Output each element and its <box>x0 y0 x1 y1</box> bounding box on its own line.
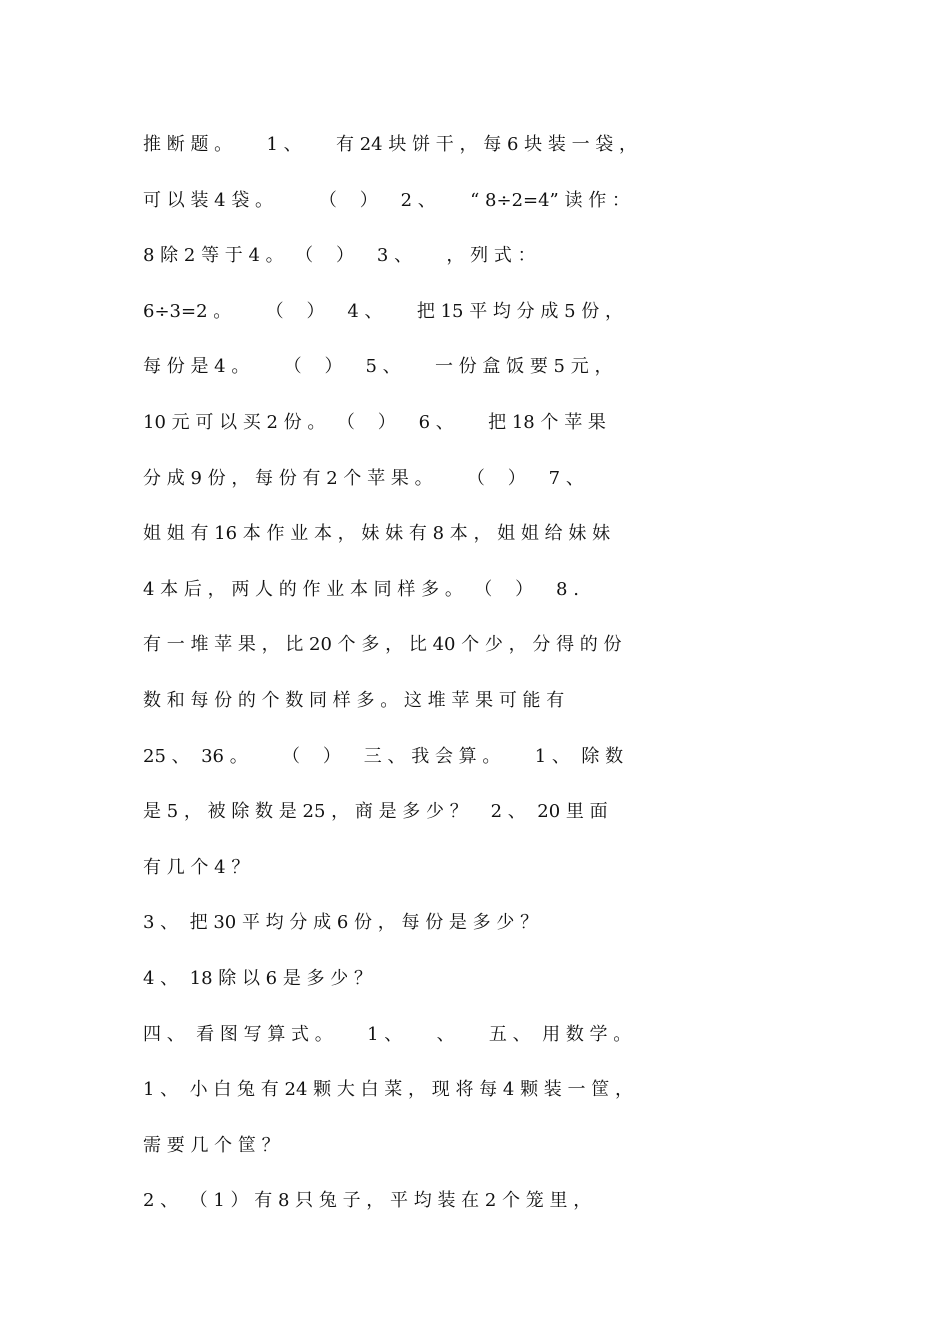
text-line: 4 、 18 除 以 6 是 多 少 ？ <box>143 967 373 989</box>
text-line: 是 5 ， 被 除 数 是 25 ， 商 是 多 少 ？ 2 、 20 里 面 <box>143 801 608 823</box>
text-line: 推 断 题 。 1 、 有 24 块 饼 干 ， 每 6 块 装 一 袋 ， <box>143 134 638 155</box>
text-line: 每 份 是 4 。 （ ） 5 、 一 份 盒 饭 要 5 元 ， <box>143 356 613 378</box>
text-line: 25 、 36 。 （ ） 三 、 我 会 算 。 1 、 除 数 <box>143 745 624 767</box>
text-line: 6÷3=2 。 （ ） 4 、 把 15 平 均 分 成 5 份 ， <box>143 300 623 322</box>
text-line: 有 一 堆 苹 果 ， 比 20 个 多 ， 比 40 个 少 ， 分 得 的 份 <box>143 634 622 656</box>
text-line: 可 以 装 4 袋 。 （ ） 2 、 “ 8÷2=4” 读 作 ： <box>143 189 630 211</box>
text-line: 1 、 小 白 兔 有 24 颗 大 白 菜 ， 现 将 每 4 颗 装 一 筐 ， <box>143 1079 633 1101</box>
text-line: 需 要 几 个 筐 ？ <box>143 1134 280 1156</box>
text-line: 10 元 可 以 买 2 份 。 （ ） 6 、 把 18 个 苹 果 <box>143 411 606 433</box>
text-line: 8 除 2 等 于 4 。 （ ） 3 、 ， 列 式 ： <box>143 245 536 267</box>
text-line: 姐 姐 有 16 本 作 业 本 ， 妹 妹 有 8 本 ， 姐 姐 给 妹 妹 <box>143 523 611 545</box>
text-line: 4 本 后 ， 两 人 的 作 业 本 同 样 多 。 （ ） 8 . <box>143 578 579 600</box>
text-line: 3 、 把 30 平 均 分 成 6 份 ， 每 份 是 多 少 ？ <box>143 912 539 934</box>
text-line: 数 和 每 份 的 个 数 同 样 多 。 这 堆 苹 果 可 能 有 <box>143 689 565 711</box>
text-line: 2 、 （ 1 ） 有 8 只 兔 子 ， 平 均 装 在 2 个 笼 里 ， <box>143 1190 592 1212</box>
text-line: 有 几 个 4 ？ <box>143 856 250 878</box>
text-line: 分 成 9 份 ， 每 份 有 2 个 苹 果 。 （ ） 7 、 <box>143 467 584 489</box>
text-line: 四 、 看 图 写 算 式 。 1 、 、 五 、 用 数 学 。 <box>143 1023 632 1045</box>
document-body <box>143 127 835 1239</box>
